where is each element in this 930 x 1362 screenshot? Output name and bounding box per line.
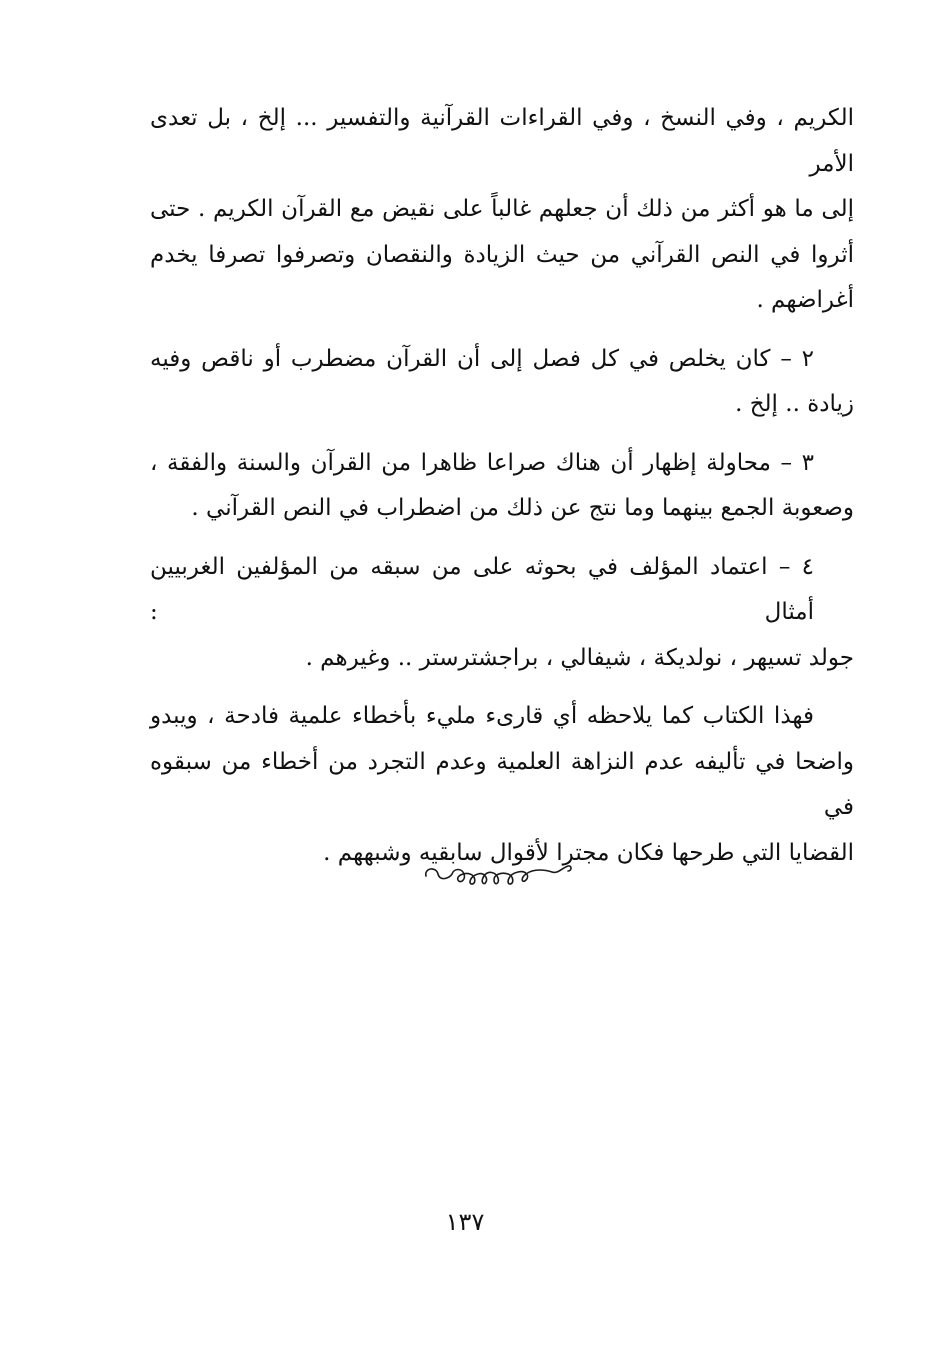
text-line: فهذا الكتاب كما يلاحظه أي قارىء مليء بأخطاء علمية فادحة ، ويبدو bbox=[150, 703, 814, 729]
text-line: جولد تسيهر ، نولديكة ، شيفالي ، براجشترستر .. وغيرهم . bbox=[305, 644, 854, 671]
text-line: واضحا في تأليفه عدم النزاهة العلمية وعدم التجرد من أخطاء من سبقوه في bbox=[150, 748, 854, 820]
text-line: أثروا في النص القرآني من حيث الزيادة والنقصان وتصرفوا تصرفا يخدم bbox=[150, 241, 854, 268]
text-line: القضايا التي طرحها فكان مجترا لأقوال سابقيه وشبههم . bbox=[323, 839, 854, 866]
paragraph-2 bbox=[150, 337, 854, 428]
text-line: ٣ – محاولة إظهار أن هناك صراعا ظاهرا من القرآن والسنة والفقة ، bbox=[150, 449, 814, 476]
text-line: إلى ما هو أكثر من ذلك أن جعلهم غالباً على نقيض مع القرآن الكريم . حتى bbox=[150, 196, 854, 222]
paragraph-1 bbox=[150, 96, 854, 324]
text-line: الكريم ، وفي النسخ ، وفي القراءات القرآنية والتفسير ... إلخ ، بل تعدى الأمر bbox=[150, 105, 854, 177]
paragraph-3 bbox=[150, 441, 854, 532]
decorative-flourish-icon bbox=[422, 856, 574, 892]
text-line: زيادة .. إلخ . bbox=[735, 391, 854, 417]
text-line: أغراضهم . bbox=[756, 287, 854, 313]
text-line: ٢ – كان يخلص في كل فصل إلى أن القرآن مضطرب أو ناقص وفيه bbox=[150, 345, 814, 372]
text-line: وصعوبة الجمع بينهما وما نتج عن ذلك من اضطراب في النص القرآني . bbox=[191, 495, 854, 521]
paragraph-4 bbox=[150, 545, 854, 682]
page-number: ١٣٧ bbox=[445, 1208, 485, 1236]
paragraph-5 bbox=[150, 694, 854, 876]
body-text bbox=[150, 96, 854, 889]
text-line: ٤ – اعتماد المؤلف في بحوثه على من سبقه من المؤلفين الغربيين أمثال : bbox=[150, 553, 814, 625]
